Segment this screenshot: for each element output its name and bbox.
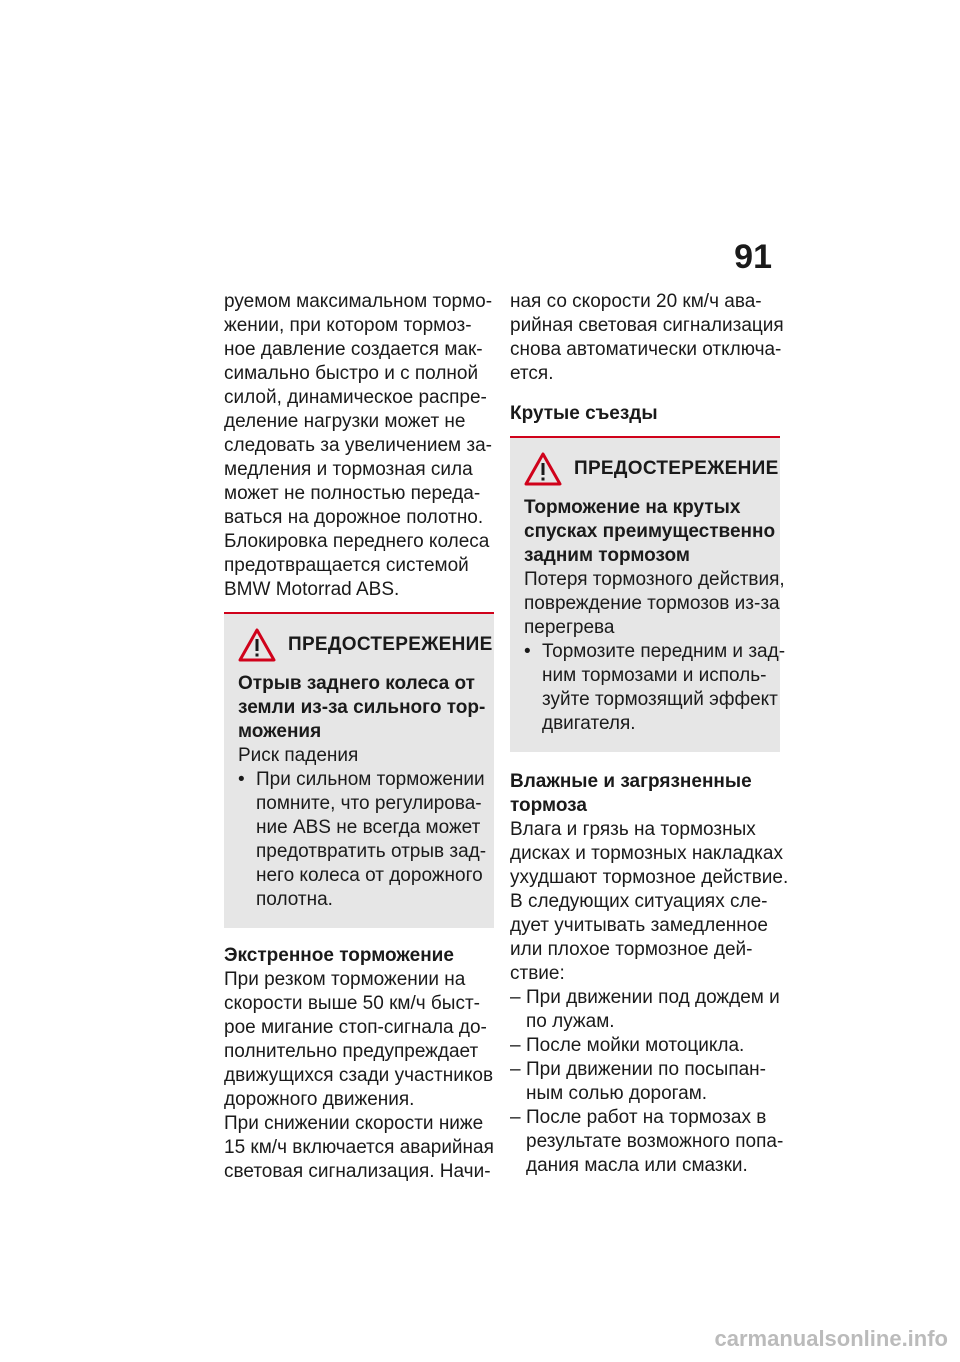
text-line: ние ABS не всегда может	[256, 817, 481, 838]
text-line: тормоза	[510, 795, 587, 816]
warning-box-steep	[510, 436, 786, 752]
wet-paragraph	[510, 818, 789, 986]
warning-risk	[524, 568, 785, 640]
right-column	[510, 290, 789, 1178]
text-line: можения	[238, 721, 322, 742]
text-line: BMW Motorrad ABS.	[224, 579, 400, 600]
text-line: медления и тормозная сила	[224, 459, 473, 480]
text-line: рийная световая сигнализация	[510, 315, 784, 336]
dash-icon: –	[510, 1107, 521, 1128]
warning-box-wheel-lift	[224, 612, 494, 928]
warning-triangle-icon	[238, 628, 276, 662]
text-line: Влажные и загрязненные	[510, 771, 752, 792]
text-line: рое мигание стоп-сигнала до-	[224, 1017, 487, 1038]
text-line: помните, что регулирова-	[256, 793, 482, 814]
text-line: задним тормозом	[524, 545, 690, 566]
dash-icon: –	[510, 987, 521, 1008]
list-item	[510, 1058, 780, 1106]
text-line: После мойки мотоцикла.	[526, 1035, 745, 1056]
text-line: При сильном торможении	[256, 769, 485, 790]
warning-title: ПРЕДОСТЕРЕЖЕНИЕ	[574, 458, 779, 479]
dash-list	[510, 986, 784, 1178]
text-line: В следующих ситуациях сле-	[510, 891, 768, 912]
wet-brakes-section	[510, 770, 789, 1178]
text-line: зуйте тормозящий эффект	[542, 689, 778, 710]
text-line: ним тормозами и исполь-	[542, 665, 767, 686]
text-line: Потеря тормозного действия,	[524, 569, 785, 590]
text-line: ным солью дорогам.	[526, 1083, 708, 1104]
warning-triangle-icon	[524, 452, 562, 486]
text-line: полнительно предупреждает	[224, 1041, 479, 1062]
text-line: ется.	[510, 363, 554, 384]
section-heading-emergency: Экстренное торможение	[224, 945, 454, 966]
text-line: него колеса от дорожного	[256, 865, 483, 886]
bullet-text	[542, 640, 785, 736]
text-line: жении, при котором тормоз-	[224, 315, 472, 336]
text-line: деление нагрузки может не	[224, 411, 466, 432]
text-line: дорожного движения.	[224, 1089, 415, 1110]
left-column	[224, 290, 494, 1184]
warning-title: ПРЕДОСТЕРЕЖЕНИЕ	[288, 634, 493, 655]
warning-bullet	[524, 640, 786, 736]
emergency-paragraph	[224, 968, 494, 1184]
warning-risk	[238, 744, 482, 768]
text-line: снова автоматически отключа-	[510, 339, 782, 360]
warning-subject	[238, 672, 486, 744]
emergency-section	[224, 944, 494, 1184]
page-number: 91	[734, 238, 772, 276]
text-line: Отрыв заднего колеса от	[238, 673, 475, 694]
steep-section	[510, 402, 786, 752]
dash-icon: –	[510, 1035, 521, 1056]
warning-subject	[524, 496, 776, 568]
list-item	[510, 1106, 784, 1178]
text-line: повреждение тормозов из-за	[524, 593, 780, 614]
watermark: carmanualsonline.info	[714, 1326, 948, 1351]
intro-paragraph	[224, 290, 494, 602]
text-line: двигателя.	[542, 713, 636, 734]
text-line: дует учитывать замедленное	[510, 915, 768, 936]
text-line: Торможение на крутых	[524, 497, 741, 518]
text-line: дисках и тормозных накладках	[510, 843, 783, 864]
bullet-icon: •	[524, 641, 531, 662]
dash-icon: –	[510, 1059, 521, 1080]
text-line: дания масла или смазки.	[526, 1155, 748, 1176]
text-line: световая сигнализация. Начи-	[224, 1161, 491, 1182]
text-line: При резком торможении на	[224, 969, 466, 990]
text-line: ствие:	[510, 963, 565, 984]
text-line: При снижении скорости ниже	[224, 1113, 484, 1134]
text-line: движущихся сзади участников	[224, 1065, 494, 1086]
warning-bullet	[238, 768, 487, 912]
text-line: перегрева	[524, 617, 615, 638]
text-line: по лужам.	[526, 1011, 615, 1032]
text-line: может не полностью переда-	[224, 483, 481, 504]
text-line: полотна.	[256, 889, 333, 910]
text-line: При движении под дождем и	[526, 987, 780, 1008]
continued-paragraph	[510, 290, 784, 386]
text-line: спусках преимущественно	[524, 521, 776, 542]
text-line: предотвратить отрыв зад-	[256, 841, 487, 862]
list-item	[510, 986, 780, 1034]
section-heading-steep: Крутые съезды	[510, 403, 658, 424]
section-heading-wet	[510, 770, 780, 818]
text-line: земли из-за сильного тор-	[238, 697, 486, 718]
text-line: ваться на дорожное полотно.	[224, 507, 484, 528]
text-line: результате возможного попа-	[526, 1131, 784, 1152]
text-line: Тормозите передним и зад-	[542, 641, 786, 662]
text-line: 15 км/ч включается аварийная	[224, 1137, 494, 1158]
text-line: предотвращается системой	[224, 555, 469, 576]
text-line: При движении по посыпан-	[526, 1059, 767, 1080]
text-line: ухудшают тормозное действие.	[510, 867, 789, 888]
text-line: или плохое тормозное дей-	[510, 939, 753, 960]
bullet-icon: •	[238, 769, 245, 790]
text-line: ное давление создается мак-	[224, 339, 483, 360]
bullet-text	[256, 768, 486, 912]
text-line: Влага и грязь на тормозных	[510, 819, 756, 840]
text-line: После работ на тормозах в	[526, 1107, 767, 1128]
text-line: скорости выше 50 км/ч быст-	[224, 993, 480, 1014]
text-line: силой, динамическое распре-	[224, 387, 487, 408]
list-item	[510, 1034, 780, 1058]
text-line: ная со скорости 20 км/ч ава-	[510, 291, 762, 312]
text-line: симально быстро и с полной	[224, 363, 479, 384]
text-line: руемом максимальном тормо-	[224, 291, 493, 312]
warning-header	[238, 628, 493, 662]
warning-header	[524, 452, 779, 486]
text-line: следовать за увеличением за-	[224, 435, 492, 456]
text-line: Блокировка переднего колеса	[224, 531, 490, 552]
text-line: Риск падения	[238, 745, 359, 766]
